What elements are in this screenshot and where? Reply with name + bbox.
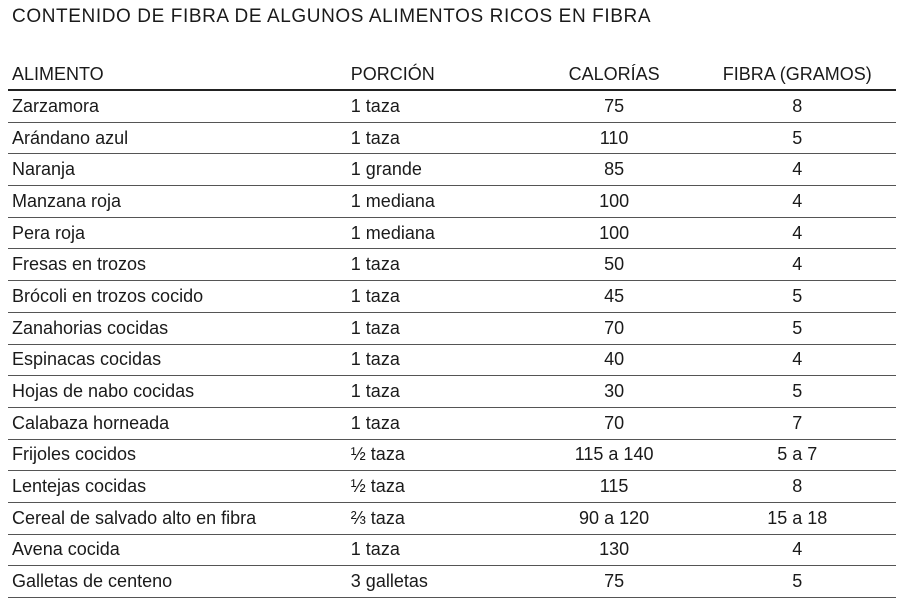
cell-porcion: ½ taza [351, 439, 530, 471]
table-row [8, 217, 896, 249]
cell-calorias: 70 [530, 312, 699, 344]
table-row [8, 407, 896, 439]
cell-porcion: ⅔ taza [351, 502, 530, 534]
column-header-alimento: ALIMENTO [8, 59, 351, 90]
cell-fibra: 4 [699, 186, 896, 218]
cell-porcion: 1 mediana [351, 217, 530, 249]
table-row [8, 534, 896, 566]
table-header [8, 59, 896, 90]
cell-calorias: 100 [530, 217, 699, 249]
cell-alimento: Galletas de centeno [8, 566, 351, 598]
cell-calorias: 130 [530, 534, 699, 566]
cell-calorias: 100 [530, 186, 699, 218]
cell-calorias: 50 [530, 249, 699, 281]
cell-fibra: 4 [699, 154, 896, 186]
cell-alimento: Zarzamora [8, 90, 351, 122]
cell-alimento: Espinacas cocidas [8, 344, 351, 376]
cell-calorias: 30 [530, 376, 699, 408]
cell-fibra: 4 [699, 344, 896, 376]
cell-porcion: 1 taza [351, 90, 530, 122]
cell-fibra: 5 [699, 122, 896, 154]
table-row [8, 90, 896, 122]
cell-alimento: Pera roja [8, 217, 351, 249]
cell-calorias: 115 [530, 471, 699, 503]
cell-porcion: 1 taza [351, 281, 530, 313]
table-row [8, 376, 896, 408]
cell-calorias: 85 [530, 154, 699, 186]
cell-alimento: Manzana roja [8, 186, 351, 218]
page-title: CONTENIDO DE FIBRA DE ALGUNOS ALIMENTOS RICOS EN FIBRA [12, 6, 652, 27]
cell-porcion: 1 taza [351, 312, 530, 344]
table-row [8, 281, 896, 313]
cell-fibra: 5 [699, 312, 896, 344]
header-row [8, 59, 896, 90]
table-row [8, 502, 896, 534]
cell-alimento: Calabaza horneada [8, 407, 351, 439]
table-row [8, 471, 896, 503]
cell-porcion: 1 taza [351, 249, 530, 281]
cell-porcion: 1 mediana [351, 186, 530, 218]
cell-calorias: 45 [530, 281, 699, 313]
cell-porcion: 1 taza [351, 376, 530, 408]
cell-fibra: 15 a 18 [699, 502, 896, 534]
cell-porcion: ½ taza [351, 471, 530, 503]
cell-alimento: Naranja [8, 154, 351, 186]
cell-alimento: Zanahorias cocidas [8, 312, 351, 344]
cell-alimento: Frijoles cocidos [8, 439, 351, 471]
table-row [8, 122, 896, 154]
cell-fibra: 5 [699, 566, 896, 598]
cell-fibra: 8 [699, 471, 896, 503]
cell-porcion: 1 taza [351, 407, 530, 439]
table-row [8, 344, 896, 376]
cell-fibra: 4 [699, 217, 896, 249]
cell-fibra: 5 a 7 [699, 439, 896, 471]
column-header-calorias: CALORÍAS [530, 59, 699, 90]
cell-calorias: 70 [530, 407, 699, 439]
table-row [8, 249, 896, 281]
cell-alimento: Brócoli en trozos cocido [8, 281, 351, 313]
table-row [8, 566, 896, 598]
cell-alimento: Avena cocida [8, 534, 351, 566]
cell-fibra: 5 [699, 281, 896, 313]
cell-fibra: 4 [699, 534, 896, 566]
cell-calorias: 75 [530, 566, 699, 598]
cell-porcion: 1 taza [351, 534, 530, 566]
table-body [8, 90, 896, 598]
table-row [8, 312, 896, 344]
cell-calorias: 90 a 120 [530, 502, 699, 534]
column-header-porcion: PORCIÓN [351, 59, 530, 90]
cell-alimento: Lentejas cocidas [8, 471, 351, 503]
cell-calorias: 75 [530, 90, 699, 122]
column-header-fibra: FIBRA (GRAMOS) [699, 59, 896, 90]
table-row [8, 186, 896, 218]
table-row [8, 439, 896, 471]
cell-alimento: Hojas de nabo cocidas [8, 376, 351, 408]
cell-alimento: Fresas en trozos [8, 249, 351, 281]
table-row [8, 154, 896, 186]
cell-porcion: 3 galletas [351, 566, 530, 598]
cell-porcion: 1 taza [351, 122, 530, 154]
cell-fibra: 5 [699, 376, 896, 408]
cell-alimento: Cereal de salvado alto en fibra [8, 502, 351, 534]
cell-fibra: 7 [699, 407, 896, 439]
cell-fibra: 8 [699, 90, 896, 122]
cell-calorias: 110 [530, 122, 699, 154]
cell-fibra: 4 [699, 249, 896, 281]
fiber-table [8, 59, 896, 598]
cell-calorias: 40 [530, 344, 699, 376]
cell-porcion: 1 taza [351, 344, 530, 376]
cell-calorias: 115 a 140 [530, 439, 699, 471]
cell-porcion: 1 grande [351, 154, 530, 186]
cell-alimento: Arándano azul [8, 122, 351, 154]
